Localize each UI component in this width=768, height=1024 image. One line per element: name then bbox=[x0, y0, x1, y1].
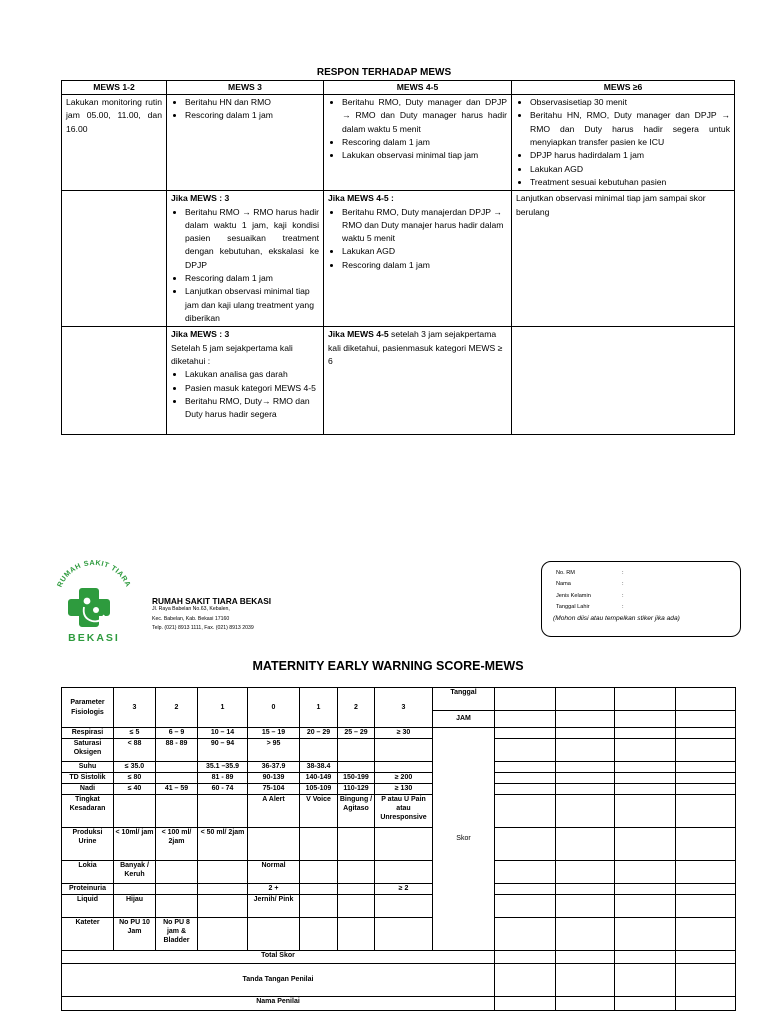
criteria-cell bbox=[156, 861, 198, 884]
criteria-cell bbox=[300, 895, 338, 918]
criteria-cell bbox=[338, 828, 375, 861]
jam-label: JAM bbox=[433, 711, 495, 728]
input-cell[interactable] bbox=[495, 861, 556, 884]
input-cell[interactable] bbox=[495, 997, 556, 1011]
score-header: 1 bbox=[198, 688, 248, 728]
param-label: Respirasi bbox=[62, 728, 114, 739]
input-cell[interactable] bbox=[495, 688, 556, 711]
list-item: • Beritahu HN, RMO, Duty manager dan DPJP → RMO dan Duty harus hadir segera untuk menyiapkan transfer pasien ke ICU bbox=[530, 109, 730, 149]
respon-row-3 bbox=[62, 327, 735, 435]
header-mews-3: MEWS 3 bbox=[167, 81, 324, 95]
criteria-cell: 6 – 9 bbox=[156, 728, 198, 739]
input-cell[interactable] bbox=[676, 773, 736, 784]
criteria-cell: 25 – 29 bbox=[338, 728, 375, 739]
input-cell[interactable] bbox=[615, 795, 676, 828]
input-cell[interactable] bbox=[556, 828, 615, 861]
criteria-cell: ≤ 80 bbox=[114, 773, 156, 784]
input-cell[interactable] bbox=[556, 784, 615, 795]
param-label: Saturasi Oksigen bbox=[62, 739, 114, 762]
logo-bottom-text: BEKASI bbox=[68, 632, 120, 644]
list-item: • Lakukan analisa gas darah bbox=[185, 368, 319, 381]
criteria-cell: 35.1 –35.9 bbox=[198, 762, 248, 773]
criteria-cell bbox=[338, 861, 375, 884]
list-item: • Rescoring dalam 1 jam bbox=[185, 109, 319, 122]
list-item: • Rescoring dalam 1 jam bbox=[185, 272, 319, 285]
row1-mews12-text: Lakukan monitoring rutin jam 05.00, 11.00, dan 16.00 bbox=[62, 95, 167, 191]
input-cell[interactable] bbox=[495, 739, 556, 762]
mews-header-row bbox=[62, 688, 736, 711]
table-row bbox=[62, 918, 736, 951]
criteria-cell: < 88 bbox=[114, 739, 156, 762]
logo-arc-text: RUMAH SAKIT TIARA bbox=[54, 558, 134, 589]
input-cell[interactable] bbox=[556, 964, 615, 997]
criteria-cell: Bingung / Agitaso bbox=[338, 795, 375, 828]
list-item: • Beritahu HN dan RMO bbox=[185, 96, 319, 109]
criteria-cell bbox=[248, 918, 300, 951]
criteria-cell bbox=[156, 895, 198, 918]
patient-id-box bbox=[541, 561, 741, 637]
score-header: 3 bbox=[114, 688, 156, 728]
criteria-cell bbox=[375, 828, 433, 861]
input-cell[interactable] bbox=[676, 784, 736, 795]
input-cell[interactable] bbox=[495, 728, 556, 739]
param-label: Lokia bbox=[62, 861, 114, 884]
criteria-cell: ≤ 5 bbox=[114, 728, 156, 739]
input-cell[interactable] bbox=[676, 895, 736, 918]
nama-penilai-label: Nama Penilai bbox=[62, 997, 495, 1011]
input-cell[interactable] bbox=[556, 762, 615, 773]
mews-rows bbox=[62, 728, 736, 951]
criteria-cell: Normal bbox=[248, 861, 300, 884]
respon-table bbox=[61, 80, 735, 435]
header-mews-6: MEWS ≥6 bbox=[512, 81, 735, 95]
field-nama[interactable]: Nama : bbox=[556, 581, 624, 587]
input-cell[interactable] bbox=[556, 711, 615, 728]
total-skor-row bbox=[62, 951, 736, 964]
criteria-cell: No PU 10 Jam bbox=[114, 918, 156, 951]
row3-mews12-cell bbox=[62, 327, 167, 435]
criteria-cell bbox=[198, 861, 248, 884]
input-cell[interactable] bbox=[615, 951, 676, 964]
hospital-address-line: Kec. Babelan, Kab. Bekasi 17160 bbox=[152, 616, 230, 622]
row1-mews6-cell bbox=[512, 95, 735, 191]
param-label: Nadi bbox=[62, 784, 114, 795]
input-cell[interactable] bbox=[676, 997, 736, 1011]
row1-mews45-cell bbox=[324, 95, 512, 191]
respon-row-1 bbox=[62, 95, 735, 191]
input-cell[interactable] bbox=[676, 828, 736, 861]
hospital-address-line: Jl. Raya Babelan No.63, Kebalen, bbox=[152, 606, 230, 612]
input-cell[interactable] bbox=[556, 795, 615, 828]
input-cell[interactable] bbox=[615, 773, 676, 784]
input-cell[interactable] bbox=[615, 728, 676, 739]
input-cell[interactable] bbox=[615, 895, 676, 918]
param-label: Liquid bbox=[62, 895, 114, 918]
input-cell[interactable] bbox=[676, 762, 736, 773]
tanda-tangan-label: Tanda Tangan Penilai bbox=[62, 964, 495, 997]
list-item: • Beritahu RMO, Duty manajerdan DPJP → RMO dan Duty manajer harus hadir dalam waktu 5 menit bbox=[342, 206, 507, 246]
row1-mews3-cell bbox=[167, 95, 324, 191]
criteria-cell bbox=[338, 762, 375, 773]
input-cell[interactable] bbox=[495, 762, 556, 773]
tanggal-label: Tanggal bbox=[433, 688, 495, 711]
score-header: 2 bbox=[338, 688, 375, 728]
criteria-cell bbox=[156, 762, 198, 773]
input-cell[interactable] bbox=[676, 964, 736, 997]
criteria-cell: 81 - 89 bbox=[198, 773, 248, 784]
criteria-cell bbox=[114, 884, 156, 895]
criteria-cell bbox=[198, 918, 248, 951]
criteria-cell: ≥ 30 bbox=[375, 728, 433, 739]
criteria-cell: 75-104 bbox=[248, 784, 300, 795]
criteria-cell bbox=[375, 739, 433, 762]
field-tanggal-lahir[interactable]: Tanggal Lahir : bbox=[556, 604, 624, 610]
input-cell[interactable] bbox=[676, 728, 736, 739]
list-item: • Beritahu RMO, Duty→ RMO dan Duty harus hadir segera bbox=[185, 395, 319, 422]
input-cell[interactable] bbox=[615, 711, 676, 728]
input-cell[interactable] bbox=[676, 795, 736, 828]
criteria-cell: V Voice bbox=[300, 795, 338, 828]
table-row bbox=[62, 762, 736, 773]
criteria-cell bbox=[198, 795, 248, 828]
input-cell[interactable] bbox=[495, 964, 556, 997]
input-cell[interactable] bbox=[556, 884, 615, 895]
tanda-tangan-row bbox=[62, 964, 736, 997]
score-header: 3 bbox=[375, 688, 433, 728]
criteria-cell bbox=[338, 895, 375, 918]
criteria-cell: ≥ 130 bbox=[375, 784, 433, 795]
list-item: • Rescoring dalam 1 jam bbox=[342, 136, 507, 149]
criteria-cell: 10 – 14 bbox=[198, 728, 248, 739]
table-row bbox=[62, 884, 736, 895]
criteria-cell: 150-199 bbox=[338, 773, 375, 784]
list-item: • Beritahu RMO → RMO harus hadir dalam waktu 1 jam, kaji kondisi pasien sesuaikan treatment dengan kebutuhan, ekskalasi ke DPJP bbox=[185, 206, 319, 273]
input-cell[interactable] bbox=[495, 773, 556, 784]
input-cell[interactable] bbox=[556, 951, 615, 964]
row2-mews3-cell bbox=[167, 191, 324, 327]
input-cell[interactable] bbox=[615, 762, 676, 773]
param-header: Parameter Fisiologis bbox=[62, 688, 114, 728]
criteria-cell: ≥ 2 bbox=[375, 884, 433, 895]
criteria-cell bbox=[375, 762, 433, 773]
input-cell[interactable] bbox=[676, 884, 736, 895]
row3-mews3-heading: Jika MEWS : 3 bbox=[171, 329, 230, 340]
svg-text:RUMAH SAKIT TIARA bbox=[55, 558, 133, 588]
criteria-cell bbox=[375, 918, 433, 951]
input-cell[interactable] bbox=[556, 728, 615, 739]
criteria-cell bbox=[375, 861, 433, 884]
criteria-cell: < 10ml/ jam bbox=[114, 828, 156, 861]
input-cell[interactable] bbox=[615, 784, 676, 795]
criteria-cell bbox=[300, 861, 338, 884]
input-cell[interactable] bbox=[676, 951, 736, 964]
header-mews-4-5: MEWS 4-5 bbox=[324, 81, 512, 95]
mews-form-title: MATERNITY EARLY WARNING SCORE-MEWS bbox=[252, 659, 524, 673]
criteria-cell bbox=[300, 739, 338, 762]
nama-penilai-row bbox=[62, 997, 736, 1011]
table-row bbox=[62, 773, 736, 784]
criteria-cell: No PU 8 jam & Bladder bbox=[156, 918, 198, 951]
criteria-cell: 110-129 bbox=[338, 784, 375, 795]
table-row bbox=[62, 784, 736, 795]
criteria-cell: ≤ 35.0 bbox=[114, 762, 156, 773]
row3-mews45-heading: Jika MEWS 4-5 bbox=[328, 329, 389, 340]
criteria-cell: 15 – 19 bbox=[248, 728, 300, 739]
input-cell[interactable] bbox=[676, 739, 736, 762]
criteria-cell bbox=[198, 884, 248, 895]
input-cell[interactable] bbox=[615, 918, 676, 951]
criteria-cell: P atau U Pain atau Unresponsive bbox=[375, 795, 433, 828]
criteria-cell bbox=[300, 884, 338, 895]
table-row bbox=[62, 895, 736, 918]
input-cell[interactable] bbox=[556, 773, 615, 784]
input-cell[interactable] bbox=[556, 895, 615, 918]
row2-mews12-cell bbox=[62, 191, 167, 327]
criteria-cell bbox=[338, 739, 375, 762]
row3-mews3-intro: Setelah 5 jam sejakpertama kali diketahui : bbox=[171, 342, 293, 366]
list-item: • Rescoring dalam 1 jam bbox=[342, 259, 507, 272]
criteria-cell: 105-109 bbox=[300, 784, 338, 795]
param-label: Tingkat Kesadaran bbox=[62, 795, 114, 828]
input-cell[interactable] bbox=[495, 828, 556, 861]
param-label: Suhu bbox=[62, 762, 114, 773]
input-cell[interactable] bbox=[556, 918, 615, 951]
criteria-cell: 90-139 bbox=[248, 773, 300, 784]
criteria-cell: Jernih/ Pink bbox=[248, 895, 300, 918]
row2-mews6-text: Lanjutkan observasi minimal tiap jam sampai skor berulang bbox=[512, 191, 735, 327]
criteria-cell bbox=[248, 828, 300, 861]
criteria-cell bbox=[375, 895, 433, 918]
input-cell[interactable] bbox=[556, 739, 615, 762]
respon-row-2 bbox=[62, 191, 735, 327]
score-header: 2 bbox=[156, 688, 198, 728]
criteria-cell: > 95 bbox=[248, 739, 300, 762]
criteria-cell: 41 – 59 bbox=[156, 784, 198, 795]
input-cell[interactable] bbox=[615, 884, 676, 895]
criteria-cell bbox=[300, 828, 338, 861]
criteria-cell: < 100 ml/ 2jam bbox=[156, 828, 198, 861]
criteria-cell bbox=[300, 918, 338, 951]
input-cell[interactable] bbox=[615, 964, 676, 997]
criteria-cell: ≥ 200 bbox=[375, 773, 433, 784]
list-item: • Lanjutkan observasi minimal tiap jam dan kaji ulang treatment yang diberikan bbox=[185, 285, 319, 325]
score-header: 1 bbox=[300, 688, 338, 728]
input-cell[interactable] bbox=[495, 884, 556, 895]
input-cell[interactable] bbox=[615, 997, 676, 1011]
input-cell[interactable] bbox=[495, 951, 556, 964]
list-item: • Lakukan observasi minimal tiap jam bbox=[342, 149, 507, 162]
input-cell[interactable] bbox=[495, 895, 556, 918]
criteria-cell: 88 - 89 bbox=[156, 739, 198, 762]
param-label: Kateter bbox=[62, 918, 114, 951]
hospital-address-line: Telp. (021) 8913 1111, Fax. (021) 8913 2039 bbox=[152, 625, 254, 631]
criteria-cell: ≤ 40 bbox=[114, 784, 156, 795]
input-cell[interactable] bbox=[676, 688, 736, 711]
mews-score-table bbox=[61, 687, 736, 1011]
hospital-name: RUMAH SAKIT TIARA BEKASI bbox=[152, 596, 272, 606]
row3-mews6-cell bbox=[512, 327, 735, 435]
hospital-logo bbox=[52, 558, 136, 644]
input-cell[interactable] bbox=[556, 688, 615, 711]
table-row bbox=[62, 861, 736, 884]
list-item: • DPJP harus hadirdalam 1 jam bbox=[530, 149, 730, 162]
criteria-cell: A Alert bbox=[248, 795, 300, 828]
list-item: • Lakukan AGD bbox=[530, 163, 730, 176]
param-label: TD Sistolik bbox=[62, 773, 114, 784]
total-skor-label: Total Skor bbox=[62, 951, 495, 964]
input-cell[interactable] bbox=[615, 739, 676, 762]
field-jenis-kelamin[interactable]: Jenis Kelamin : bbox=[556, 593, 624, 599]
criteria-cell: 90 – 94 bbox=[198, 739, 248, 762]
input-cell[interactable] bbox=[615, 828, 676, 861]
input-cell[interactable] bbox=[495, 795, 556, 828]
criteria-cell bbox=[338, 884, 375, 895]
row2-mews45-heading: Jika MEWS 4-5 : bbox=[328, 193, 394, 204]
row3-mews45-text: setelah 3 jam sejakpertama kali diketahui, pasienmasuk kategori MEWS ≥ 6 bbox=[328, 329, 503, 366]
header-mews-1-2: MEWS 1-2 bbox=[62, 81, 167, 95]
criteria-cell: 20 – 29 bbox=[300, 728, 338, 739]
row3-mews3-cell bbox=[167, 327, 324, 435]
list-item: • Beritahu RMO, Duty manager dan DPJP → RMO dan Duty manager harus hadir dalam waktu 5 menit bbox=[342, 96, 507, 136]
field-no-rm[interactable]: No. RM : bbox=[556, 570, 624, 576]
criteria-cell bbox=[156, 773, 198, 784]
criteria-cell: < 50 ml/ 2jam bbox=[198, 828, 248, 861]
input-cell[interactable] bbox=[556, 997, 615, 1011]
criteria-cell bbox=[156, 884, 198, 895]
criteria-cell: 2 + bbox=[248, 884, 300, 895]
list-item: • Lakukan AGD bbox=[342, 245, 507, 258]
input-cell[interactable] bbox=[676, 918, 736, 951]
criteria-cell: 36-37.9 bbox=[248, 762, 300, 773]
row2-mews45-cell bbox=[324, 191, 512, 327]
table-row bbox=[62, 828, 736, 861]
respon-header-row bbox=[62, 81, 735, 95]
respon-title: RESPON TERHADAP MEWS bbox=[316, 67, 452, 78]
param-label: Proteinuria bbox=[62, 884, 114, 895]
criteria-cell: 140-149 bbox=[300, 773, 338, 784]
list-item: • Observasisetiap 30 menit bbox=[530, 96, 730, 109]
criteria-cell: Hijau bbox=[114, 895, 156, 918]
list-item: • Pasien masuk kategori MEWS 4-5 bbox=[185, 382, 319, 395]
row2-mews3-heading: Jika MEWS : 3 bbox=[171, 193, 230, 204]
input-cell[interactable] bbox=[615, 861, 676, 884]
row3-mews45-cell bbox=[324, 327, 512, 435]
list-item: • Treatment sesuai kebutuhan pasien bbox=[530, 176, 730, 189]
patient-box-note: (Mohon diisi atau tempelkan stiker jika ada) bbox=[553, 615, 680, 622]
table-row bbox=[62, 795, 736, 828]
input-cell[interactable] bbox=[495, 711, 556, 728]
criteria-cell bbox=[338, 918, 375, 951]
param-label: Produksi Urine bbox=[62, 828, 114, 861]
criteria-cell: 60 - 74 bbox=[198, 784, 248, 795]
input-cell[interactable] bbox=[495, 918, 556, 951]
table-row bbox=[62, 728, 736, 739]
criteria-cell: Banyak / Keruh bbox=[114, 861, 156, 884]
input-cell[interactable] bbox=[495, 784, 556, 795]
input-cell[interactable] bbox=[676, 711, 736, 728]
criteria-cell bbox=[114, 795, 156, 828]
input-cell[interactable] bbox=[676, 861, 736, 884]
criteria-cell bbox=[198, 895, 248, 918]
score-header: 0 bbox=[248, 688, 300, 728]
input-cell[interactable] bbox=[556, 861, 615, 884]
criteria-cell bbox=[156, 795, 198, 828]
input-cell[interactable] bbox=[615, 688, 676, 711]
skor-label: Skor bbox=[433, 728, 495, 951]
table-row bbox=[62, 739, 736, 762]
criteria-cell: 38-38.4 bbox=[300, 762, 338, 773]
